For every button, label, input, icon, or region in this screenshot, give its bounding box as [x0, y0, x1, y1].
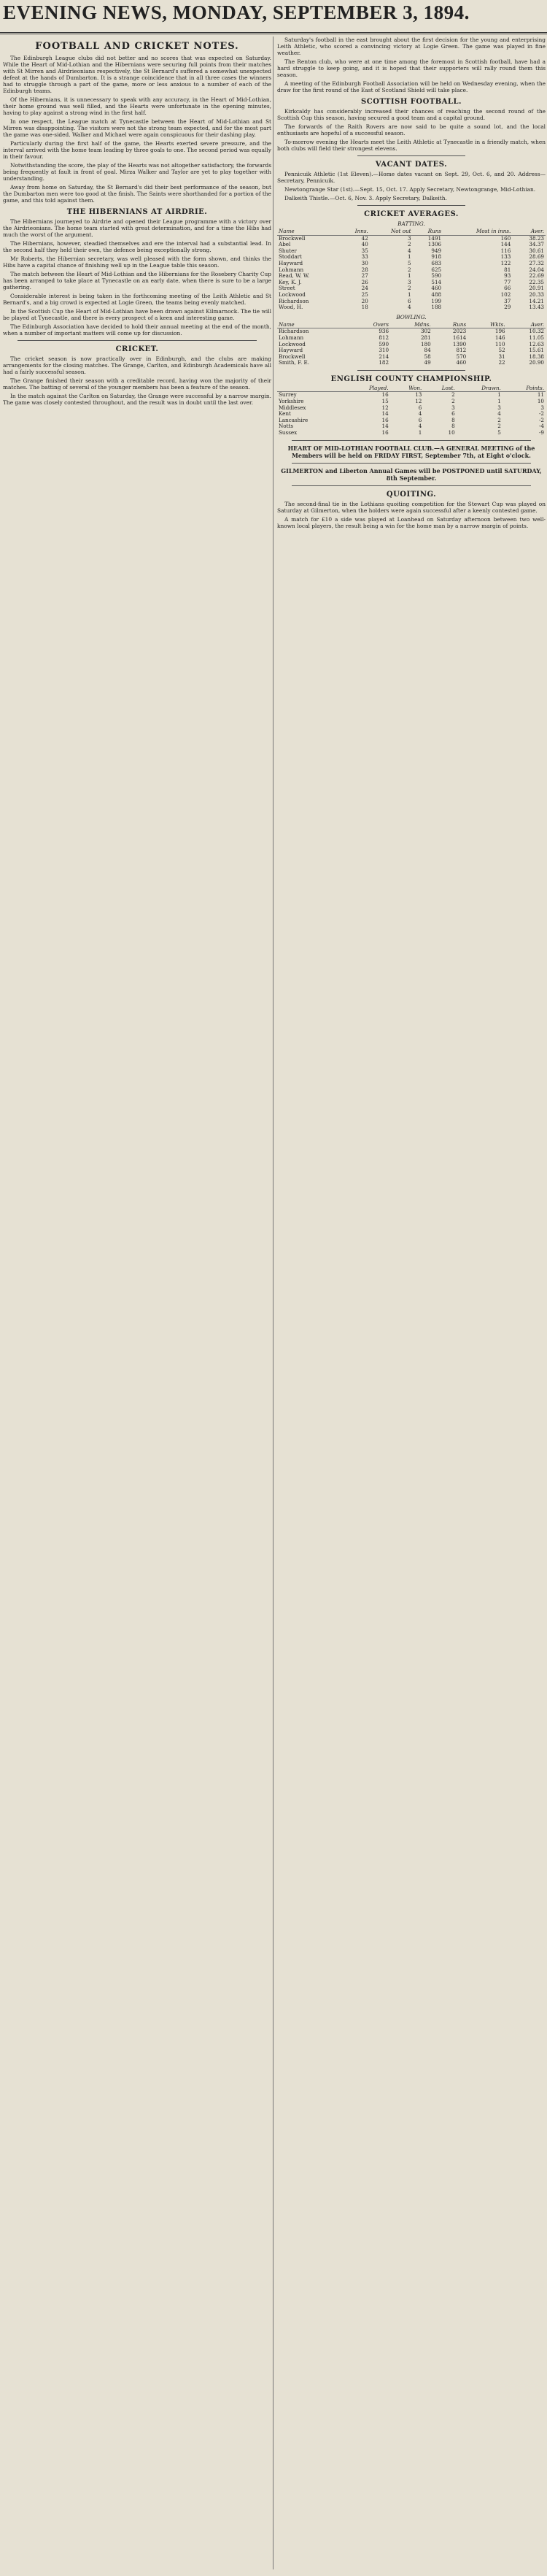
table-cell: 2 [451, 398, 455, 405]
bowling-caption: BOWLING. [396, 313, 427, 320]
table-header-cell: Runs [413, 228, 443, 235]
left-column [3, 36, 271, 2569]
table-cell: 5 [408, 259, 411, 266]
table-cell: 14 [381, 410, 389, 418]
table-cell: 33 [361, 253, 368, 261]
article-paragraph: The Edinburgh Association have decided to hold their annual meeting at the end of the month, when a number of important matters will come up for discussion. [3, 323, 271, 337]
county-championship-heading: ENGLISH COUNTY CHAMPIONSHIP. [330, 374, 492, 383]
table-cell: 570 [456, 353, 467, 360]
article-paragraph: The Renton club, who were at one time among the foremost in Scottish football, have had a hard struggle to keep going, and it is hoped that their supporters will rally round them this season. [277, 58, 546, 78]
table-cell: Hayward [279, 347, 303, 354]
table-cell: 37 [504, 297, 511, 304]
table-cell: 18 [361, 304, 368, 311]
table-cell: 310 [379, 347, 389, 354]
table-cell: 133 [500, 253, 511, 261]
table-header-cell: Wkts. [468, 322, 506, 328]
table-cell: -2 [538, 410, 544, 418]
table-cell: Hayward [279, 259, 303, 266]
table-cell: 30.61 [529, 247, 544, 254]
table-cell: 160 [500, 234, 511, 242]
table-cell: 4 [418, 410, 422, 418]
table-cell: 16 [381, 391, 389, 399]
table-header-cell: Mdns. [390, 322, 432, 328]
table-cell: 22.35 [529, 278, 544, 285]
table-cell: 16 [381, 416, 389, 423]
article-paragraph: The Hibernians, however, steadied themselves and ere the interval had a substantial lead. In the second half they held their own, the defence being exceptionally strong. [3, 240, 271, 253]
table-cell: Lohmann [279, 334, 304, 341]
table-cell: 199 [431, 297, 442, 304]
table-cell: 6 [451, 410, 455, 418]
section-rule [292, 485, 531, 486]
table-cell: 14 [381, 423, 389, 430]
table-cell: 49 [424, 359, 431, 366]
table-cell: 12.63 [529, 340, 544, 347]
table-cell: 1390 [452, 340, 467, 347]
section-rule [18, 340, 257, 341]
table-cell: 1 [408, 291, 411, 298]
table-cell: 1 [408, 272, 411, 280]
table-cell: 214 [379, 353, 389, 360]
table-cell: 188 [431, 304, 442, 311]
table-header-cell: Lost. [423, 385, 456, 392]
article-paragraph: Notwithstanding the score, the play of the Hearts was not altogether satisfactory, the forwards being frequently at fault in front of goal. Mirza Walker and Taylor are yet to play together with understanding. [3, 162, 271, 182]
table-cell: 3 [540, 404, 544, 411]
table-cell: 116 [500, 247, 511, 254]
table-cell: 590 [379, 340, 389, 347]
table-cell: 18.38 [529, 353, 544, 360]
table-cell: Richardson [279, 297, 309, 304]
table-cell: 8 [451, 423, 455, 430]
table-cell: Abel [279, 241, 291, 248]
table-cell: 12 [381, 404, 389, 411]
table-cell: 812 [379, 334, 389, 341]
table-row [277, 392, 546, 399]
table-cell: 40 [361, 241, 368, 248]
table-cell: 3 [408, 278, 411, 285]
article-paragraph: A meeting of the Edinburgh Football Association will be held on Wednesday evening, when the draw for the first round of the East of Scotland Shield will take place. [277, 80, 546, 93]
table-cell: 460 [431, 285, 442, 292]
article-paragraph: The match between the Heart of Mid-Lothian and the Hibernians for the Rosebery Charity Cup has been arranged to take place at Tynecastle on an early date, when there is sure to be a large gathering. [3, 271, 271, 291]
table-cell: 110 [494, 340, 505, 347]
table-cell: Lohmann [279, 266, 304, 273]
table-row [277, 354, 546, 361]
table-cell: 1306 [427, 241, 442, 248]
table-cell: 6 [418, 416, 422, 423]
cricket-averages-heading: CRICKET AVERAGES. [364, 210, 459, 218]
table-header-cell: Most in inns. [443, 228, 512, 235]
vacant-dates-heading: VACANT DATES. [375, 161, 448, 169]
table-cell: 683 [431, 259, 442, 266]
table-cell: Lockwood [279, 291, 306, 298]
table-cell: Lockwood [279, 340, 306, 347]
table-cell: 30 [361, 259, 368, 266]
table-cell: 11 [537, 391, 544, 399]
table-row [277, 360, 546, 366]
table-cell: 281 [420, 334, 431, 341]
section-subhead: THE HIBERNIANS AT AIRDRIE. [66, 208, 208, 216]
table-cell: 35 [361, 247, 368, 254]
table-cell: 2 [408, 285, 411, 292]
table-cell: 2 [408, 241, 411, 248]
table-cell: 81 [504, 266, 511, 273]
column-divider [273, 36, 274, 2569]
table-cell: 2 [451, 391, 455, 399]
table-cell: Notts [279, 423, 294, 430]
table-cell: 34.37 [529, 241, 544, 248]
vacant-date-entry: Newtongrange Star (1st).—Sept. 15, Oct. 17. Apply Secretary, Newtongrange, Mid-Lothian. [284, 186, 536, 193]
article-paragraph: In the Scottish Cup the Heart of Mid-Lothian have been drawn against Kilmarnock. The tie will be played at Tynecastle, and there is every prospect of a keen and interesting game. [3, 308, 271, 321]
table-cell: Street [279, 285, 295, 292]
table-cell: 144 [500, 241, 511, 248]
table-cell: 66 [504, 285, 511, 292]
batting-caption: BATTING. [397, 220, 425, 227]
table-cell: 20.33 [529, 291, 544, 298]
table-cell: 936 [379, 328, 389, 335]
table-cell: Smith, F. E. [279, 359, 310, 366]
table-cell: Kent [279, 410, 291, 418]
table-cell: 10 [448, 429, 455, 437]
table-cell: 1 [408, 253, 411, 261]
vacant-date-entry: Dalkeith Thistle.—Oct. 6, Nov. 3. Apply Secretary, Dalkeith. [284, 195, 447, 201]
article-paragraph: A match for £10 a side was played at Loanhead on Saturday afternoon between two well-known local players, the result being a win for the home man by a narrow margin of points. [277, 515, 546, 529]
table-cell: 25 [361, 291, 368, 298]
section-subhead: SCOTTISH FOOTBALL. [361, 98, 462, 106]
table-row [277, 423, 546, 430]
article-paragraph: Particularly during the first half of the game, the Hearts exerted severe pressure, and the interval arrived with the home team leading by three goals to one. The second period was equally in their favour. [3, 140, 271, 160]
table-cell: 590 [431, 272, 442, 280]
section-rule [292, 463, 531, 464]
table-header-cell: Points. [503, 385, 546, 392]
table-cell: 3 [408, 234, 411, 242]
table-cell: 302 [420, 328, 431, 335]
table-header-cell: Won. [390, 385, 424, 392]
table-header-cell: Played. [344, 385, 389, 392]
table-cell: 16 [381, 429, 389, 437]
table-cell: 2 [497, 416, 501, 423]
table-cell: 11.05 [529, 334, 544, 341]
table-header-cell: Overs [350, 322, 390, 328]
table-cell: 102 [500, 291, 511, 298]
article-paragraph: The forwards of the Raith Rovers are now said to be quite a sound lot, and the local enthusiasts are hopeful of a successful season. [277, 123, 546, 137]
county-table [277, 385, 546, 437]
table-cell: 488 [431, 291, 442, 298]
table-cell: 93 [504, 272, 511, 280]
table-cell: 12 [415, 398, 422, 405]
table-cell: 10.32 [529, 328, 544, 335]
table-cell: 4 [418, 423, 422, 430]
table-cell: 13.43 [529, 304, 544, 311]
table-cell: 1 [497, 398, 501, 405]
table-row [277, 418, 546, 424]
table-cell: 52 [498, 347, 505, 354]
table-cell: 182 [379, 359, 389, 366]
table-cell: 15.61 [529, 347, 544, 354]
article-paragraph: The second-final tie in the Lothians quoiting competition for the Stewart Cup was played on Saturday at Gilmerton, when the holders were again successful after a keenly contested game. [277, 500, 546, 514]
table-cell: 514 [431, 278, 442, 285]
table-header-cell: Drawn. [457, 385, 503, 392]
batting-table [277, 228, 546, 311]
article-paragraph: In the match against the Carlton on Saturday, the Grange were successful by a narrow margin. The game was closely contested throughout, and the result was in doubt until the last over. [3, 393, 271, 406]
table-cell: 3 [497, 404, 501, 411]
table-cell: Sussex [279, 429, 298, 437]
table-cell: 2023 [452, 328, 467, 335]
article-paragraph: The Edinburgh League clubs did not better and no scores that was expected on Saturday. While the Heart of Mid-Lothian and the Hibernians were securing full points from their matches with St Mirren and Airdrieonians respectively, the St Bernard's suffered a somewhat unexpected defeat at the hands of Dumbarton. It is a strange coincidence that in all three cases the winners had to struggle through a part of the game, more or less anxious to a number of each of the Edinburgh teams. [3, 55, 271, 94]
table-cell: 20 [361, 297, 368, 304]
section-rule [357, 155, 465, 156]
table-cell: 13 [415, 391, 422, 399]
table-cell: 84 [424, 347, 431, 354]
table-cell: 24.04 [529, 266, 544, 273]
table-cell: 8 [451, 416, 455, 423]
table-cell: 42 [361, 234, 368, 242]
hearts-meeting-notice: HEART OF MID-LOTHIAN FOOTBALL CLUB.—A GENERAL MEETING of the Members will be held on FRIDAY FIRST, September 7th, at Eight o'clock. [287, 444, 535, 459]
table-cell: 460 [456, 359, 467, 366]
section-rule [292, 440, 531, 441]
table-cell: Wood, H. [279, 304, 303, 311]
table-cell: -2 [538, 416, 544, 423]
table-row [277, 405, 546, 412]
table-cell: 20.91 [529, 285, 544, 292]
table-header-cell: Inns. [340, 228, 370, 235]
table-header-cell: Name [277, 228, 340, 235]
section-rule [357, 205, 465, 206]
table-cell: Lancashire [279, 416, 309, 423]
table-cell: 27.32 [529, 259, 544, 266]
table-cell: 4 [408, 247, 411, 254]
table-cell: 196 [494, 328, 505, 335]
article-paragraph: In one respect, the League match at Tynecastle between the Heart of Mid-Lothian and St Mirren was disappointing. The visitors were not the strong team expected, and for the most part the game was one-sided. Walker and Michael were again conspicuous for their dashing play. [3, 118, 271, 138]
table-cell: 122 [500, 259, 511, 266]
article-paragraph: The cricket season is now practically over in Edinburgh, and the clubs are making arrangements for the closing matches. The Grange, Carlton, and Edinburgh Academicals have all had a fairly successful season. [3, 355, 271, 375]
table-cell: 1614 [452, 334, 467, 341]
article-paragraph: Away from home on Saturday, the St Bernard's did their best performance of the season, but the Dumbarton men were too good at the finish. The Saints were shorthanded for a portion of the game, and this told against them. [3, 184, 271, 204]
masthead [0, 0, 547, 34]
table-cell: 1491 [427, 234, 442, 242]
table-cell: Key, K. J. [279, 278, 302, 285]
table-cell: 28 [361, 266, 368, 273]
table-cell: 20.90 [529, 359, 544, 366]
table-cell: 625 [431, 266, 442, 273]
table-header-cell: Not out [370, 228, 413, 235]
table-cell: 38.23 [529, 234, 544, 242]
table-row [277, 342, 546, 348]
table-cell: 2 [497, 423, 501, 430]
article-paragraph: The Grange finished their season with a creditable record, having won the majority of their matches. The batting of several of the younger members has been a feature of the season. [3, 377, 271, 391]
article-paragraph: Saturday's football in the east brought about the first decision for the young and enterprising Leith Athletic, who scored a convincing victory at Logie Green. The game was played in fine weather. [277, 36, 546, 56]
table-cell: 24 [361, 285, 368, 292]
table-cell: 1 [418, 429, 422, 437]
quoiting-heading: QUOITING. [386, 490, 437, 499]
table-header-cell: Aver. [507, 322, 546, 328]
table-row [277, 304, 546, 311]
table-cell: 27 [361, 272, 368, 280]
gilmerton-games-notice: GILMERTON and Liberton Annual Games will be POSTPONED until SATURDAY, 8th September. [281, 466, 542, 482]
article-paragraph: To-morrow evening the Hearts meet the Leith Athletic at Tynecastle in a friendly match, when both clubs will field their strongest elevens. [277, 139, 546, 152]
table-cell: 29 [504, 304, 511, 311]
table-row [277, 411, 546, 418]
table-cell: 180 [420, 340, 431, 347]
section-subhead: CRICKET. [115, 345, 159, 353]
table-header-cell: Name [277, 322, 350, 328]
masthead-title: EVENING NEWS, MONDAY, SEPTEMBER 3, 1894. [3, 1, 470, 23]
table-cell: 31 [498, 353, 505, 360]
table-cell: Shuter [279, 247, 297, 254]
table-row [277, 430, 546, 437]
article-paragraph: Mr Roberts, the Hibernian secretary, was well pleased with the form shown, and thinks the Hibs have a capital chance of finishing well up in the League table this season. [3, 255, 271, 269]
table-cell: 4 [497, 410, 501, 418]
table-header-cell: Runs [432, 322, 468, 328]
table-cell: 10 [537, 398, 544, 405]
table-cell: 949 [431, 247, 442, 254]
table-cell: 4 [408, 304, 411, 311]
table-cell: 918 [431, 253, 442, 261]
table-cell: 6 [408, 297, 411, 304]
table-cell: 3 [451, 404, 455, 411]
table-cell: 22 [498, 359, 505, 366]
table-cell: 58 [424, 353, 431, 360]
article-paragraph: Kirkcaldy has considerably increased their chances of reaching the second round of the Scottish Cup this season, having secured a good team and a capital ground. [277, 108, 546, 121]
right-column [277, 36, 546, 2569]
table-cell: -9 [538, 429, 544, 437]
table-cell: Yorkshire [279, 398, 304, 405]
bowling-table [277, 322, 546, 366]
table-cell: Stoddart [279, 253, 302, 261]
table-cell: Richardson [279, 328, 309, 335]
table-cell: 146 [494, 334, 505, 341]
table-cell: 22.69 [529, 272, 544, 280]
table-cell: -4 [538, 423, 544, 430]
table-cell: Surrey [279, 391, 297, 399]
table-row [277, 347, 546, 354]
table-cell: 812 [456, 347, 467, 354]
table-cell: 6 [418, 404, 422, 411]
table-row [277, 399, 546, 405]
vacant-date-entry: Pennicuik Athletic (1st Eleven).—Home dates vacant on Sept. 29, Oct. 6, and 20. Address—Secretary, Pennicuik. [277, 171, 546, 184]
table-cell: Read, W. W. [279, 272, 310, 280]
table-cell: 15 [381, 398, 389, 405]
table-cell: 28.69 [529, 253, 544, 261]
table-cell: 77 [504, 278, 511, 285]
table-cell: Middlesex [279, 404, 306, 411]
table-cell: 5 [497, 429, 501, 437]
table-cell: 26 [361, 278, 368, 285]
table-cell: 1 [497, 391, 501, 399]
table-header-cell: Aver. [512, 228, 546, 235]
article-paragraph: The Hibernians journeyed to Airdrie and opened their League programme with a victory over the Airdrieonians. The home team started with great determination, and for a time the Hibs had much the worst of the argument. [3, 218, 271, 238]
article-paragraph: Of the Hibernians, it is unnecessary to speak with any accuracy, in the Heart of Mid-Lothian, their home ground was well filled, and the Hearts were unfortunate in the opening minutes, having to play against a strong wind in the first half. [3, 96, 271, 116]
table-cell: Brockwell [279, 234, 306, 242]
football-cricket-heading: FOOTBALL AND CRICKET NOTES. [35, 41, 239, 52]
section-rule [357, 370, 465, 371]
table-cell: 14.21 [529, 297, 544, 304]
table-cell: Brockwell [279, 353, 306, 360]
table-cell: 2 [408, 266, 411, 273]
article-paragraph: Considerable interest is being taken in the forthcoming meeting of the Leith Athletic and St Bernard's, and a big crowd is expected at Logie Green, the teams being evenly matched. [3, 293, 271, 306]
